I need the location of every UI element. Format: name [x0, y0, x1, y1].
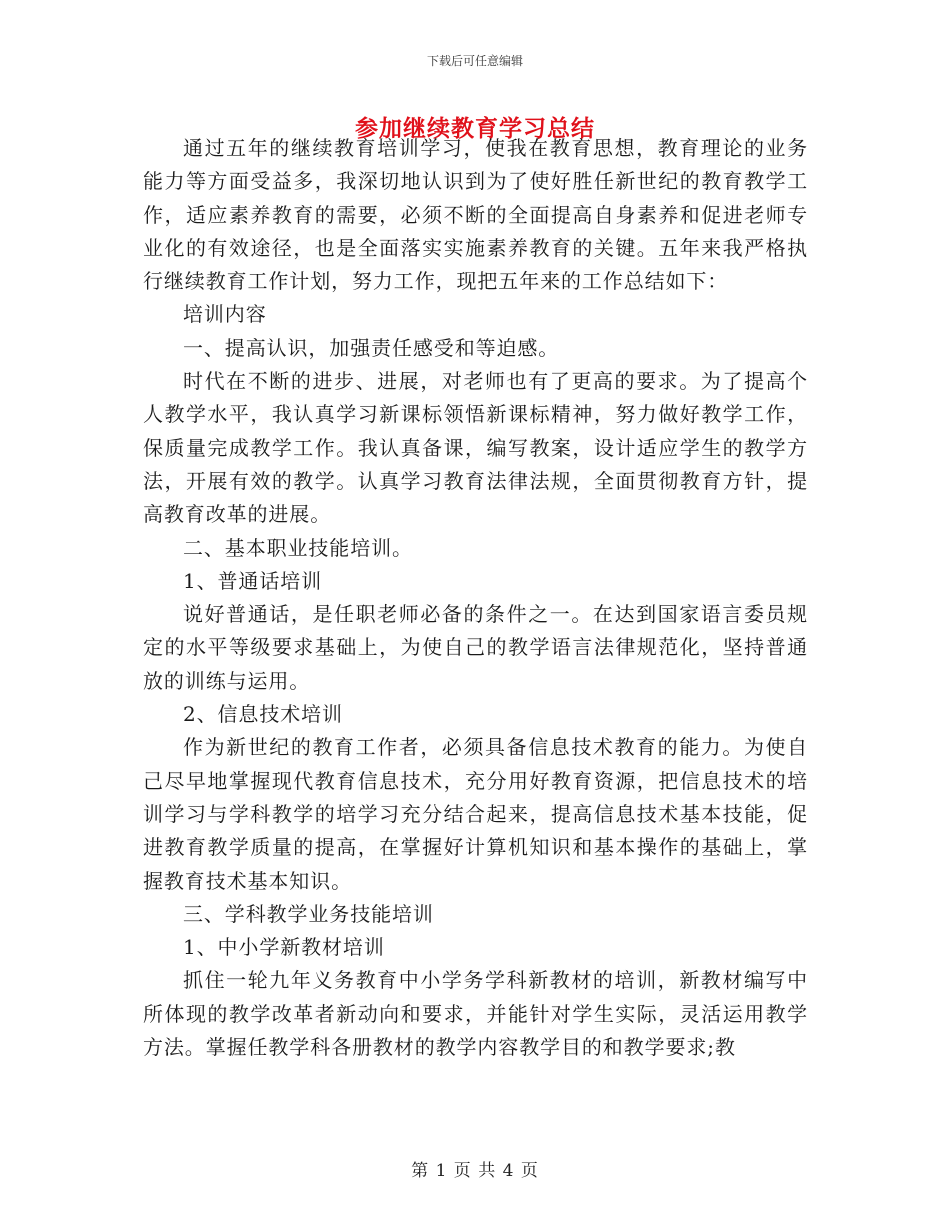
section-heading-1: 一、提高认识，加强责任感受和等迫感。 [183, 335, 560, 360]
section-heading-2: 二、基本职业技能培训。 [183, 535, 413, 560]
section-heading-3: 三、学科教学业务技能培训 [183, 901, 434, 926]
paragraph-new-textbook: 抓住一轮九年义务教育中小学务学科新教材的培训，新教材编写中所体现的教学改革者新动向和要求，并能针对学生实际，灵活运用教学方法。掌握任教学科各册教材的教学内容教学目的和教学要求;教 [143, 968, 808, 1060]
section-heading-training-content: 培训内容 [183, 302, 267, 327]
subheading-new-textbook-training: 1、中小学新教材培训 [183, 935, 385, 960]
paragraph-it: 作为新世纪的教育工作者，必须具备信息技术教育的能力。为使自己尽早地掌握现代教育信息技术，充分用好教育资源，把信息技术的培训学习与学科教学的培学习充分结合起来，提高信息技术基本技能，促进教育教学质量的提高，在掌握好计算机知识和基本操作的基础上，掌握教育技术基本知识。 [143, 735, 808, 893]
page-footer: 第 1 页 共 4 页 [411, 1161, 539, 1181]
paragraph-section-1: 时代在不断的进步、进展，对老师也有了更高的要求。为了提高个人教学水平，我认真学习新课标领悟新课标精神，努力做好教学工作，保质量完成教学工作。我认真备课，编写教案，设计适应学生的教学方法，开展有效的教学。认真学习教育法律法规，全面贯彻教育方针，提高教育改革的进展。 [143, 369, 808, 527]
subheading-it-training: 2、信息技术培训 [183, 702, 343, 727]
document-title: 参加继续教育学习总结 [355, 115, 595, 142]
paragraph-mandarin: 说好普通话，是任职老师必备的条件之一。在达到国家语言委员规定的水平等级要求基础上，为使自己的教学语言法律规范化，坚持普通放的训练与运用。 [143, 602, 808, 693]
paragraph-intro: 通过五年的继续教育培训学习，使我在教育思想，教育理论的业务能力等方面受益多，我深切地认识到为了使好胜任新世纪的教育教学工作，适应素养教育的需要，必须不断的全面提高自身素养和促进老师专业化的有效途径，也是全面落实实施素养教育的关键。五年来我严格执行继续教育工作计划，努力工作，现把五年来的工作总结如下： [143, 136, 808, 294]
subheading-mandarin-training: 1、普通话培训 [183, 568, 323, 593]
document-body [143, 132, 808, 1064]
page-header-note: 下载后可任意编辑 [426, 54, 523, 68]
